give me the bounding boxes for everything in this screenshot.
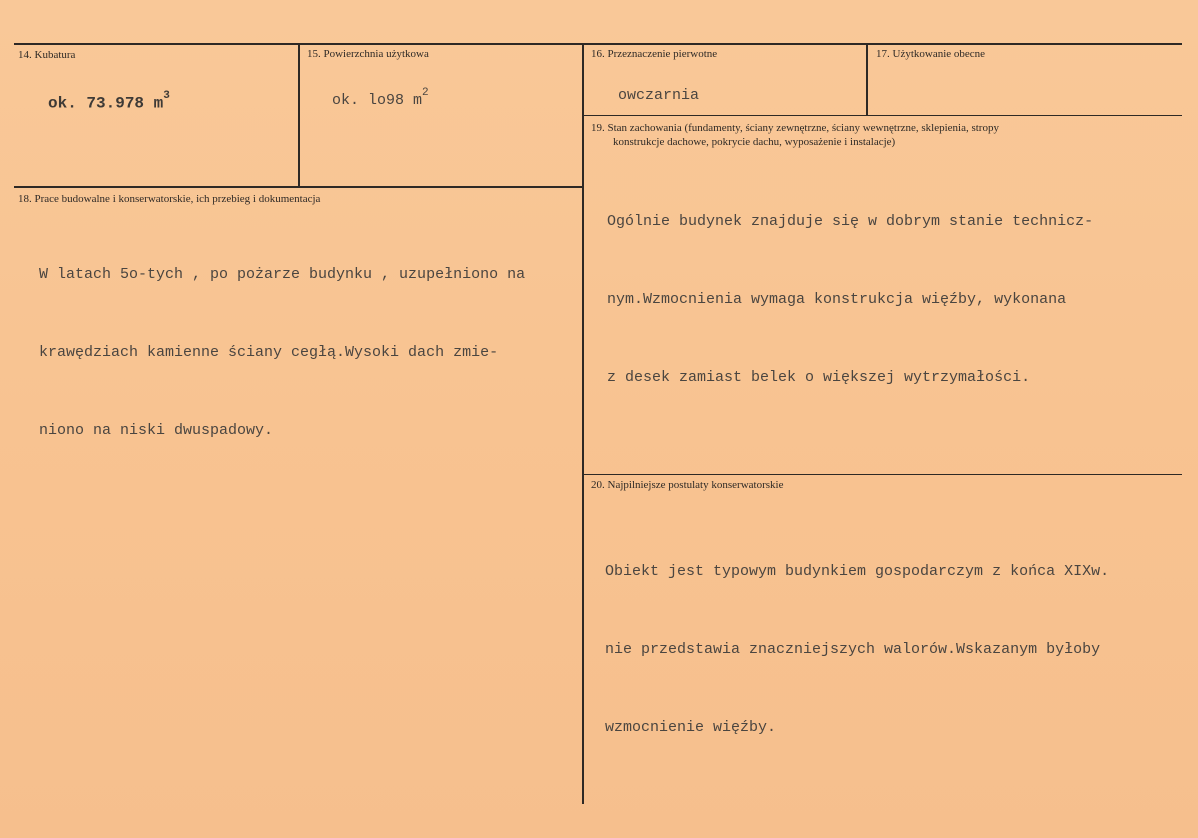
- przeznaczenie-label: 16. Przeznaczenie pierwotne: [591, 48, 718, 60]
- divider-14-15: [298, 44, 300, 186]
- powierzchnia-value-text: ok. lo98 m: [332, 92, 423, 109]
- prace-line-1: W latach 5o-tych , po pożarze budynku , uzupełniono na: [39, 266, 526, 283]
- powierzchnia-value: [332, 83, 429, 114]
- top-rule: [14, 43, 1182, 45]
- stan-line-3: z desek zamiast belek o większej wytrzymałości.: [607, 369, 1031, 386]
- rule-above-20: [583, 474, 1182, 475]
- stan-line-1: Ogólnie budynek znajduje się w dobrym stanie technicz-: [607, 213, 1094, 230]
- prace-text: [39, 210, 525, 496]
- kubatura-value: [48, 86, 170, 116]
- stan-label-line2: konstrukcje dachowe, pokrycie dachu, wyposażenie i instalacje): [613, 136, 896, 148]
- prace-line-2: krawędziach kamienne ściany cegłą.Wysoki dach zmie-: [39, 344, 499, 361]
- powierzchnia-label: 15. Powierzchnia użytkowa: [307, 48, 429, 60]
- postulaty-label: 20. Najpilniejsze postulaty konserwatorskie: [591, 479, 784, 491]
- kubatura-label: 14. Kubatura: [18, 49, 76, 61]
- rule-under-14-15: [14, 186, 583, 188]
- przeznaczenie-value: owczarnia: [618, 87, 700, 104]
- prace-label: 18. Prace budowalne i konserwatorskie, ich przebieg i dokumentacja: [18, 193, 321, 205]
- rule-under-16-17: [583, 115, 1182, 116]
- uzytkowanie-label: 17. Użytkowanie obecne: [876, 48, 986, 60]
- kubatura-exponent: 3: [163, 90, 170, 102]
- prace-line-3: niono na niski dwuspadowy.: [39, 422, 274, 439]
- postulaty-line-2: nie przedstawia znaczniejszych walorów.Wskazanym byłoby: [605, 641, 1101, 658]
- stan-text: [607, 157, 1093, 443]
- powierzchnia-exponent: 2: [422, 87, 429, 99]
- postulaty-line-1: Obiekt jest typowym budynkiem gospodarczym z końca XIXw.: [605, 563, 1110, 580]
- stan-label-line1: 19. Stan zachowania (fundamenty, ściany zewnętrzne, ściany wewnętrzne, sklepienia, stropy: [591, 122, 999, 134]
- kubatura-value-text: ok. 73.978 m: [48, 94, 164, 113]
- stan-line-2: nym.Wzmocnienia wymaga konstrukcja więźby, wykonana: [607, 291, 1067, 308]
- postulaty-line-3: wzmocnienie więźby.: [605, 719, 777, 736]
- postulaty-text: [605, 507, 1109, 793]
- divider-16-17: [866, 44, 868, 116]
- divider-center: [582, 44, 584, 804]
